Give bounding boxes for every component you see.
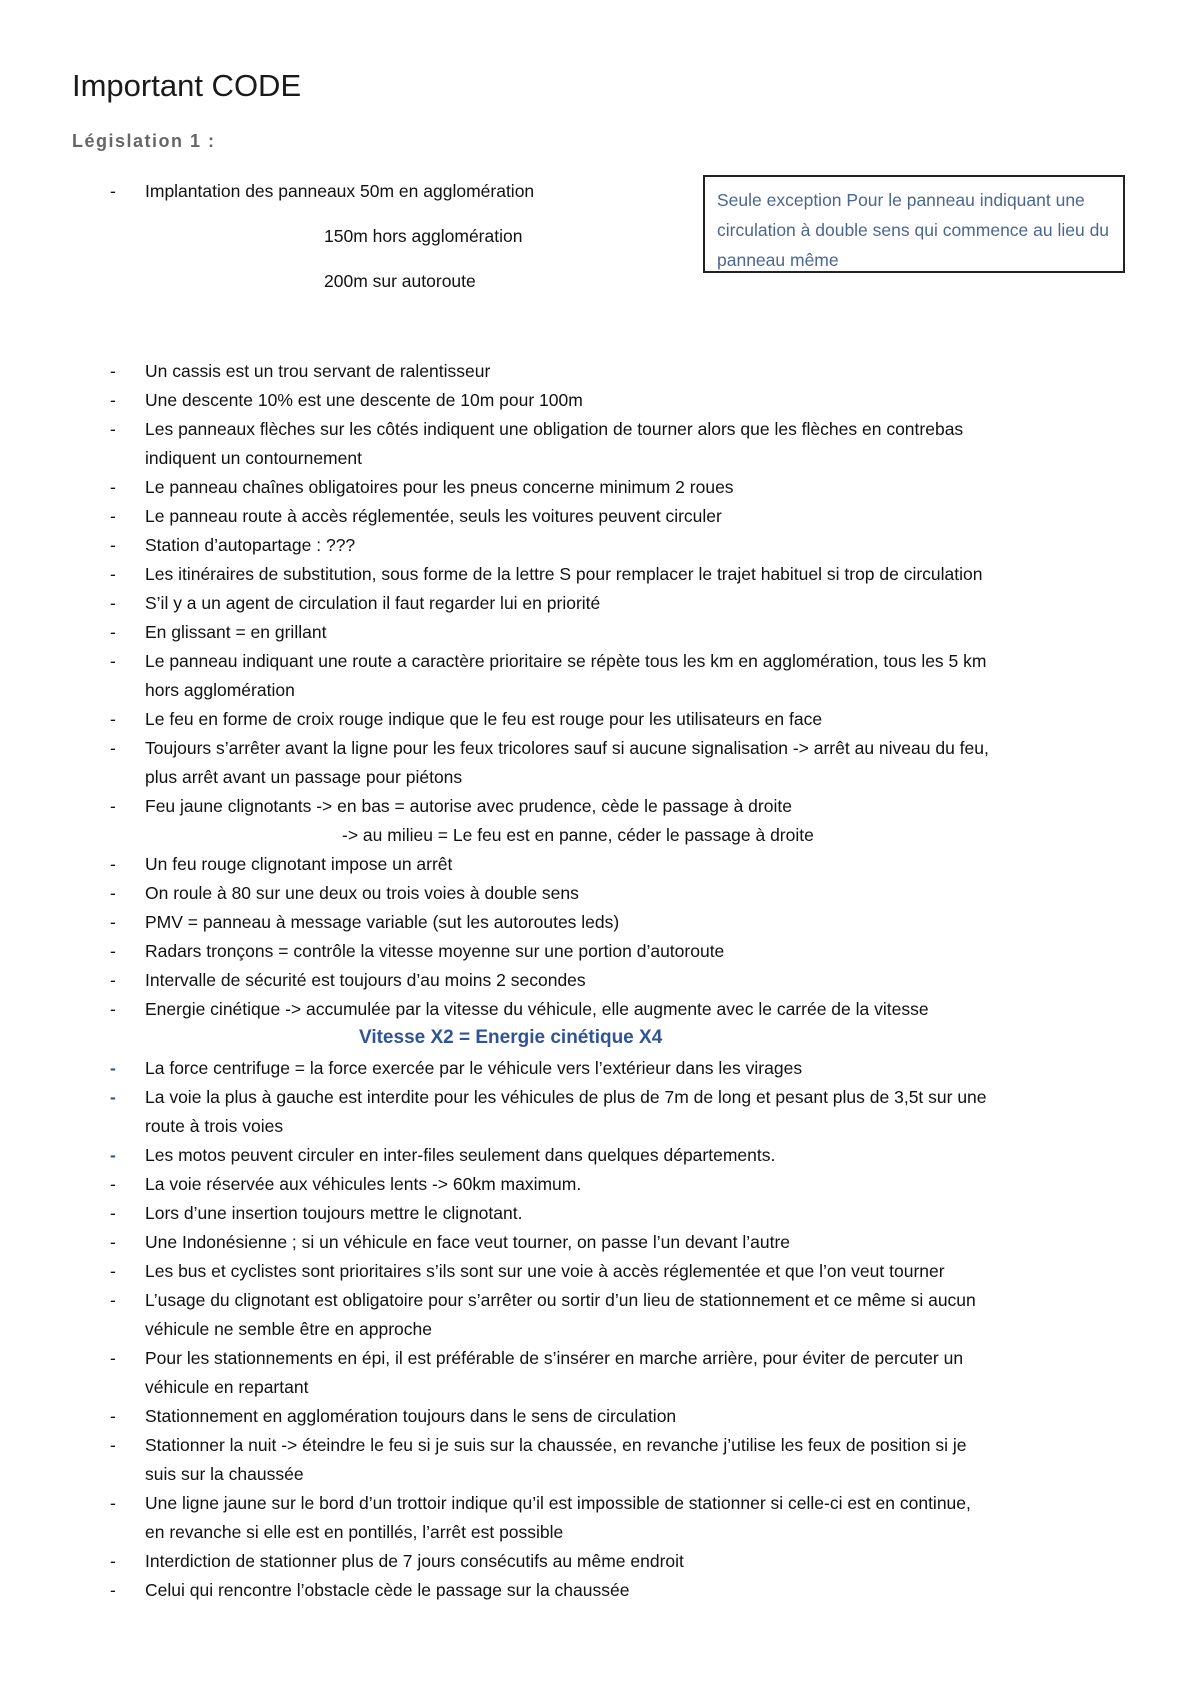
bullet-dash: - (110, 941, 116, 961)
list-item (0, 1517, 1200, 1547)
list-item-text: -> au milieu = Le feu est en panne, céder le passage à droite (342, 825, 814, 845)
list-item (0, 1169, 1200, 1199)
list-item-text: Celui qui rencontre l’obstacle cède le passage sur la chaussée (145, 1580, 630, 1600)
section-heading: Législation 1 : (72, 131, 216, 151)
bullet-dash: - (110, 738, 116, 758)
list-item (0, 443, 1200, 473)
bullet-dash: - (110, 1174, 116, 1194)
bullet-dash: - (110, 419, 116, 439)
list-item-text: véhicule en repartant (145, 1377, 309, 1397)
list-item (0, 1285, 1200, 1315)
list-item-text: Un feu rouge clignotant impose un arrêt (145, 854, 453, 874)
bullet-dash: - (110, 970, 116, 990)
list-item (0, 617, 1200, 647)
list-item (0, 704, 1200, 734)
list-item (0, 1401, 1200, 1431)
list-item-text: Intervalle de sécurité est toujours d’au moins 2 secondes (145, 970, 586, 990)
bullet-dash: - (110, 390, 116, 410)
list-item (0, 1256, 1200, 1286)
emphasis-formula: Vitesse X2 = Energie cinétique X4 (359, 1027, 663, 1048)
bullet-dash: - (110, 181, 116, 201)
list-item-text: 150m hors agglomération (324, 226, 523, 246)
list-item (0, 559, 1200, 589)
list-item-text: Energie cinétique -> accumulée par la vitesse du véhicule, elle augmente avec le carrée de la vitesse (145, 999, 929, 1019)
list-item (0, 1082, 1200, 1112)
bullet-dash: - (110, 1580, 116, 1600)
list-item-text: véhicule ne semble être en approche (145, 1319, 432, 1339)
bullet-dash: - (110, 912, 116, 932)
bullet-dash: - (110, 477, 116, 497)
list-item (0, 936, 1200, 966)
list-item (0, 530, 1200, 560)
list-item (0, 1575, 1200, 1605)
list-item-text: Toujours s’arrêter avant la ligne pour les feux tricolores sauf si aucune signalisation -> arrêt au niveau du feu, (145, 738, 989, 758)
list-item (0, 907, 1200, 937)
list-item-text: En glissant = en grillant (145, 622, 327, 642)
list-item-text: plus arrêt avant un passage pour piétons (145, 767, 463, 787)
list-item (0, 878, 1200, 908)
list-item-text: S’il y a un agent de circulation il faut regarder lui en priorité (145, 593, 601, 613)
list-item (0, 356, 1200, 386)
list-item (0, 221, 1200, 251)
list-item (0, 1430, 1200, 1460)
list-item (0, 791, 1200, 821)
list-item (0, 733, 1200, 763)
list-item-text: Une ligne jaune sur le bord d’un trottoir indique qu’il est impossible de stationner si celle-ci est en continue, (145, 1493, 971, 1513)
list-item (0, 266, 1200, 296)
list-item (0, 588, 1200, 618)
list-item (0, 994, 1200, 1024)
bullet-dash: - (110, 854, 116, 874)
list-item (0, 849, 1200, 879)
list-item-text: La voie réservée aux véhicules lents -> 60km maximum. (145, 1174, 582, 1194)
list-item (0, 965, 1200, 995)
list-item (0, 1488, 1200, 1518)
list-item-text: Pour les stationnements en épi, il est préférable de s’insérer en marche arrière, pour éviter de percuter un (145, 1348, 964, 1368)
list-item-text: hors agglomération (145, 680, 295, 700)
bullet-dash: - (110, 651, 116, 671)
list-item-text: La force centrifuge = la force exercée par le véhicule vers l’extérieur dans les virages (145, 1058, 803, 1078)
bullet-dash: - (110, 1435, 116, 1455)
bullet-dash: - (110, 593, 116, 613)
bullet-dash: - (110, 1232, 116, 1252)
bullet-dash: - (110, 1145, 116, 1165)
list-item (0, 414, 1200, 444)
list-item (0, 1227, 1200, 1257)
list-item-text: Une Indonésienne ; si un véhicule en face veut tourner, on passe l’un devant l’autre (145, 1232, 791, 1252)
bullet-dash: - (110, 1261, 116, 1281)
list-item-text: Interdiction de stationner plus de 7 jours consécutifs au même endroit (145, 1551, 684, 1571)
bullet-dash: - (110, 796, 116, 816)
list-item (0, 501, 1200, 531)
list-item-text: Le panneau route à accès réglementée, seuls les voitures peuvent circuler (145, 506, 722, 526)
bullet-dash: - (110, 564, 116, 584)
bullet-dash: - (110, 506, 116, 526)
list-item-text: Station d’autopartage : ??? (145, 535, 356, 555)
list-item-text: La voie la plus à gauche est interdite pour les véhicules de plus de 7m de long et pesant plus de 3,5t sur une (145, 1087, 987, 1107)
list-item-text: en revanche si elle est en pontillés, l’arrêt est possible (145, 1522, 564, 1542)
list-item-text: Lors d’une insertion toujours mettre le clignotant. (145, 1203, 523, 1223)
bullet-dash: - (110, 1290, 116, 1310)
bullet-dash: - (110, 1087, 116, 1107)
bullet-dash: - (110, 622, 116, 642)
list-item-text: L’usage du clignotant est obligatoire pour s’arrêter ou sortir d’un lieu de stationnement et ce même si aucun (145, 1290, 976, 1310)
list-item (0, 1372, 1200, 1402)
list-item-text: Une descente 10% est une descente de 10m pour 100m (145, 390, 583, 410)
bullet-dash: - (110, 709, 116, 729)
list-item-text: suis sur la chaussée (145, 1464, 304, 1484)
list-item-text: Le panneau indiquant une route a caractère prioritaire se répète tous les km en agglomération, tous les 5 km (145, 651, 987, 671)
list-item-text: 200m sur autoroute (324, 271, 476, 291)
list-item-text: Les motos peuvent circuler en inter-files seulement dans quelques départements. (145, 1145, 776, 1165)
exception-callout-box: Seule exception Pour le panneau indiquant une circulation à double sens qui commence au lieu du panneau même (703, 175, 1125, 273)
list-item-text: Le feu en forme de croix rouge indique que le feu est rouge pour les utilisateurs en face (145, 709, 823, 729)
list-item (0, 1053, 1200, 1083)
list-item-text: route à trois voies (145, 1116, 284, 1136)
list-item-text: Les panneaux flèches sur les côtés indiquent une obligation de tourner alors que les flèches en contrebas (145, 419, 964, 439)
bullet-dash: - (110, 1348, 116, 1368)
list-item (0, 1140, 1200, 1170)
page-title: Important CODE (72, 68, 302, 103)
list-item-text: Les itinéraires de substitution, sous forme de la lettre S pour remplacer le trajet habituel si trop de circulation (145, 564, 983, 584)
list-item (0, 1111, 1200, 1141)
list-item (0, 675, 1200, 705)
list-item (0, 176, 1200, 206)
list-item-text: Stationner la nuit -> éteindre le feu si je suis sur la chaussée, en revanche j’utilise les feux de position si je (145, 1435, 967, 1455)
list-item (0, 1459, 1200, 1489)
bullet-dash: - (110, 883, 116, 903)
list-item-text: Stationnement en agglomération toujours dans le sens de circulation (145, 1406, 677, 1426)
bullet-dash: - (110, 1203, 116, 1223)
list-item-text: Implantation des panneaux 50m en agglomération (145, 181, 535, 201)
list-item-text: Le panneau chaînes obligatoires pour les pneus concerne minimum 2 roues (145, 477, 734, 497)
bullet-dash: - (110, 1551, 116, 1571)
list-item (0, 762, 1200, 792)
list-item-text: Un cassis est un trou servant de ralentisseur (145, 361, 491, 381)
bullet-dash: - (110, 535, 116, 555)
bullet-dash: - (110, 1058, 116, 1078)
list-item-text: Feu jaune clignotants -> en bas = autorise avec prudence, cède le passage à droite (145, 796, 792, 816)
list-item (0, 820, 1200, 850)
bullet-dash: - (110, 1406, 116, 1426)
list-item (0, 385, 1200, 415)
list-item-text: indiquent un contournement (145, 448, 362, 468)
bullet-dash: - (110, 1493, 116, 1513)
list-item (0, 1546, 1200, 1576)
list-item (0, 472, 1200, 502)
list-item-text: PMV = panneau à message variable (sut les autoroutes leds) (145, 912, 620, 932)
list-item-text: Radars tronçons = contrôle la vitesse moyenne sur une portion d’autoroute (145, 941, 725, 961)
list-item (0, 1314, 1200, 1344)
list-item (0, 646, 1200, 676)
bullet-dash: - (110, 361, 116, 381)
bullet-dash: - (110, 999, 116, 1019)
list-item (0, 1343, 1200, 1373)
list-item-text: Les bus et cyclistes sont prioritaires s’ils sont sur une voie à accès réglementée et que l’on veut tourner (145, 1261, 945, 1281)
list-item-text: On roule à 80 sur une deux ou trois voies à double sens (145, 883, 579, 903)
list-item (0, 1198, 1200, 1228)
